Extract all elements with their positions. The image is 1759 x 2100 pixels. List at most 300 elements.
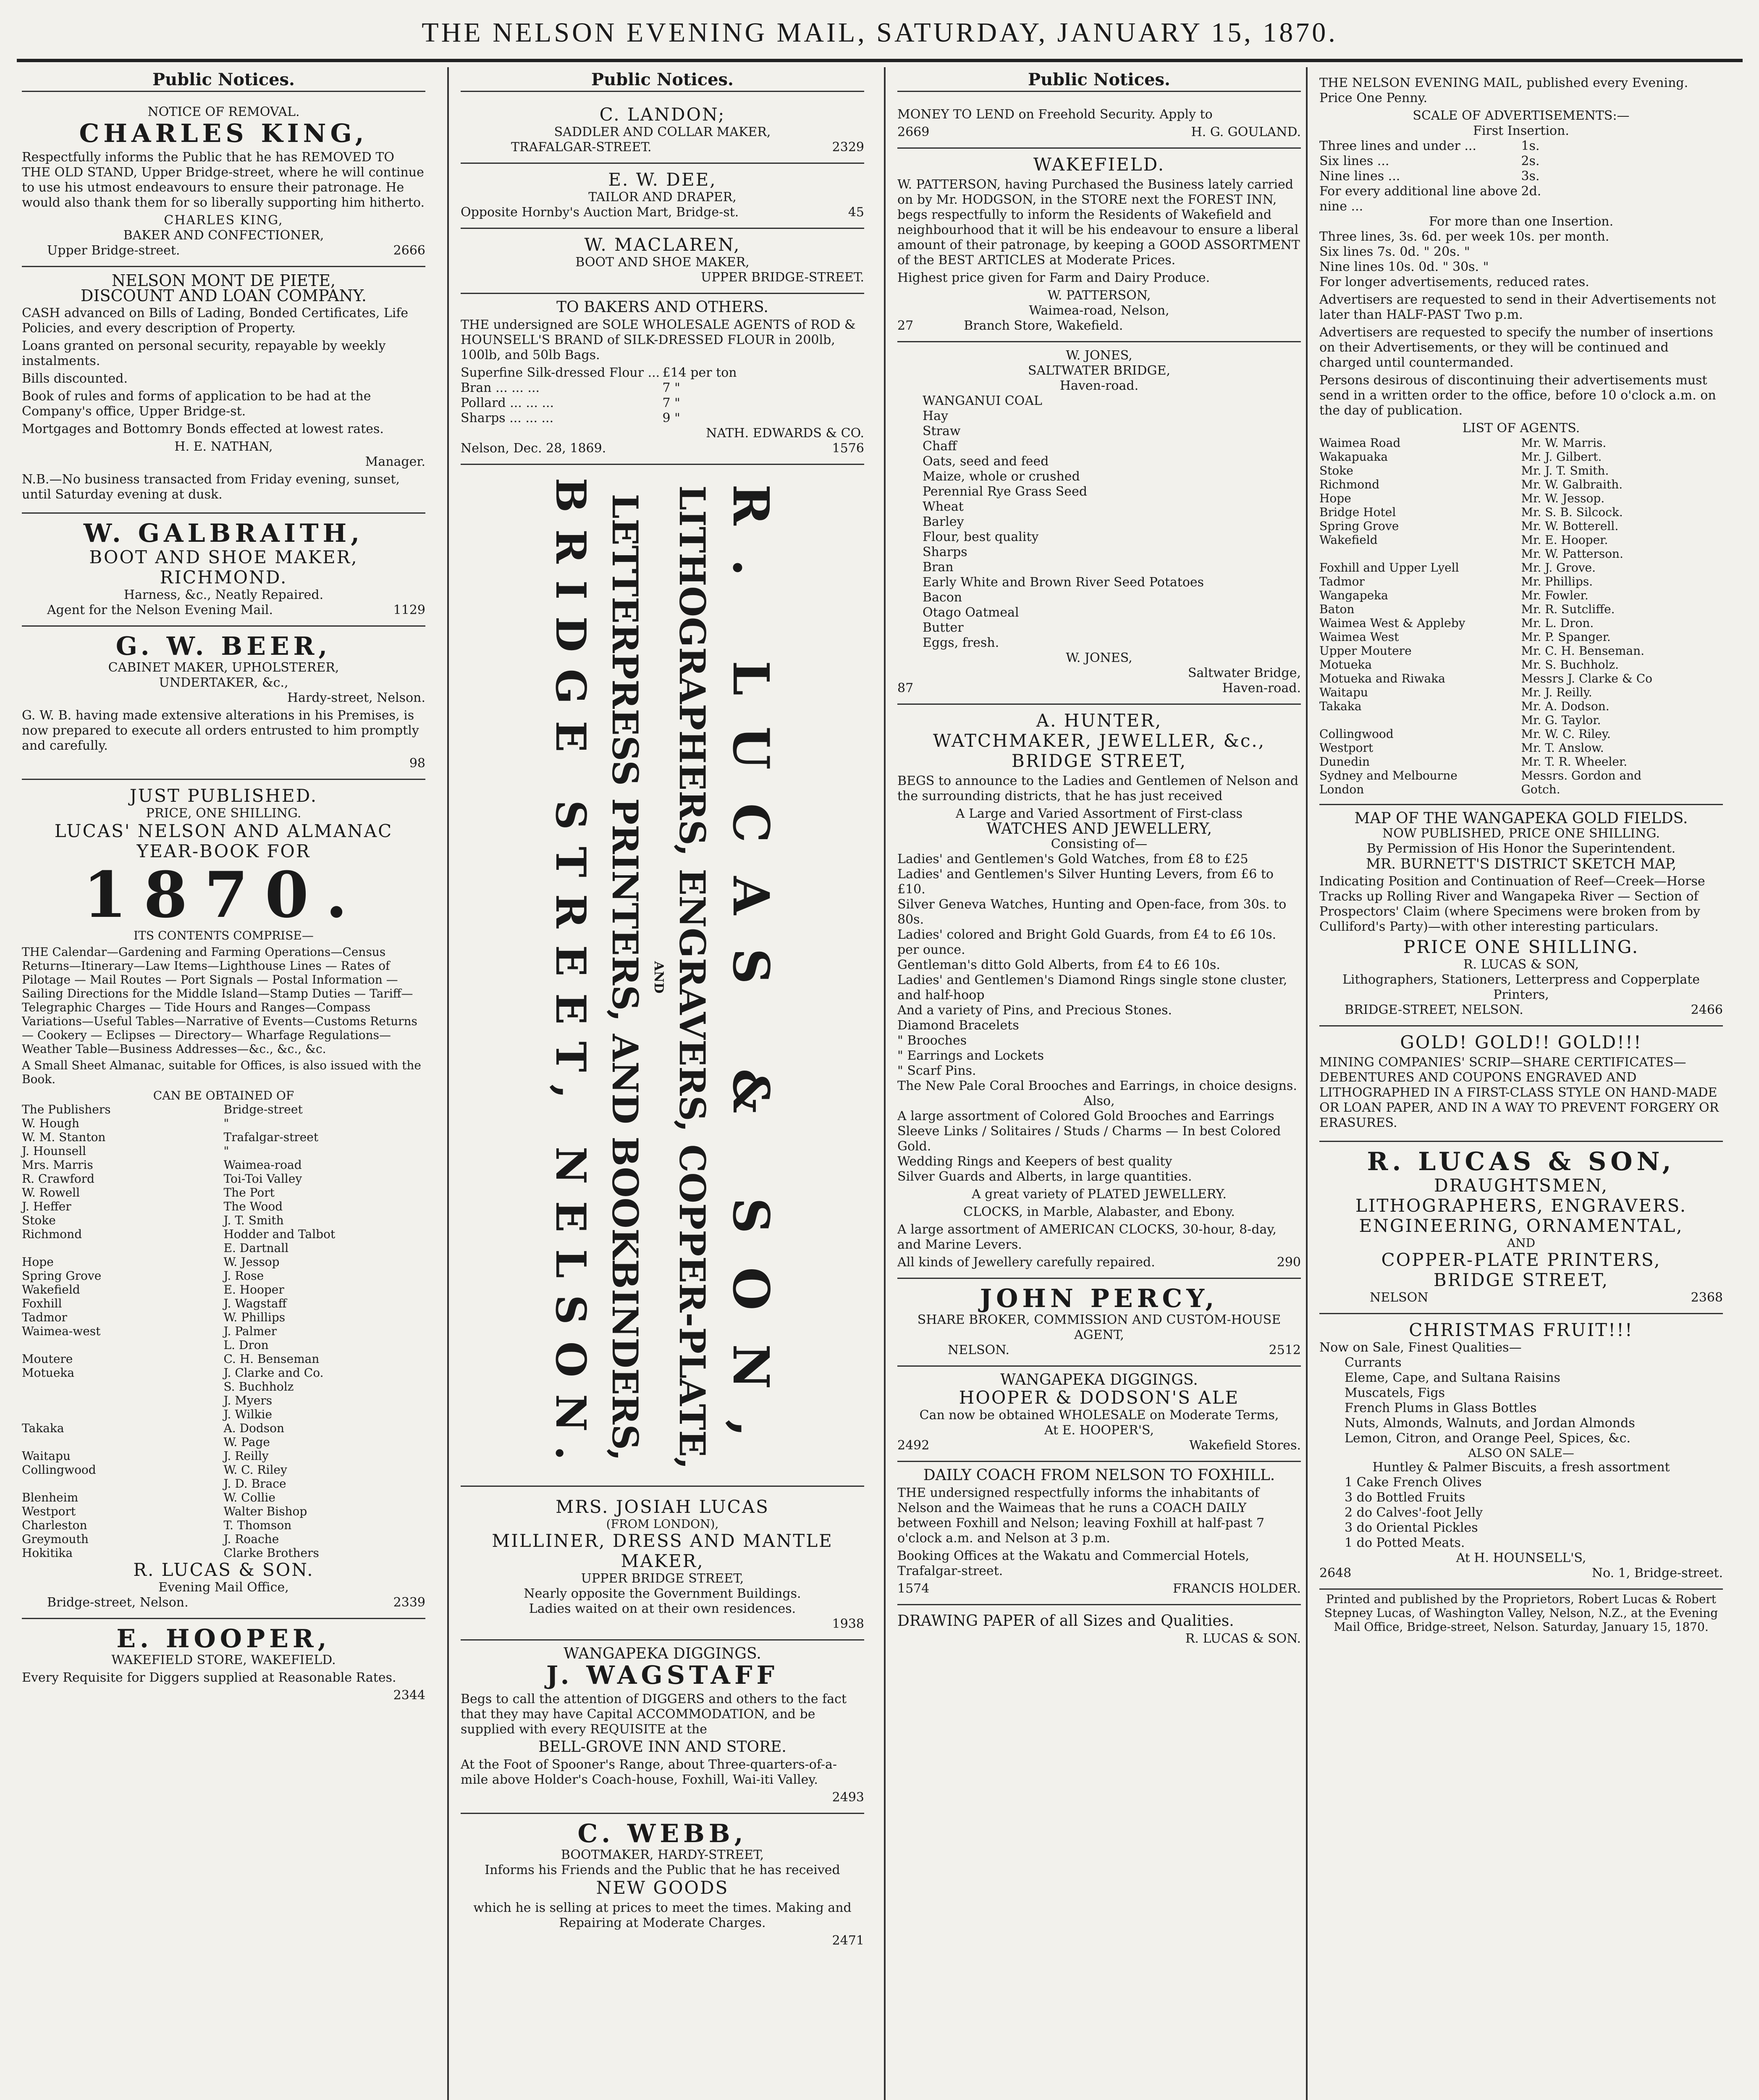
agent-row-cell: Hope <box>1319 491 1351 505</box>
ad-address: Bridge-street, Nelson. <box>47 1595 189 1610</box>
rate-row-cell: Six lines ... <box>1319 154 1389 168</box>
ad-address: NELSON. <box>948 1343 1010 1357</box>
ad-trade: CABINET MAKER, UPHOLSTERER, <box>108 660 339 675</box>
vertical-line: LITHOGRAPHERS, ENGRAVERS, COPPER-PLATE, <box>671 485 713 1470</box>
ad-address: NELSON <box>1370 1290 1429 1305</box>
mail-notice: Persons desirous of discontinuing their advertisements must send in a written order to the office, before 10 o'clock a.m. on the day of publication. <box>1319 373 1716 418</box>
almanac-agent-row-cell: Walter Bishop <box>223 1504 307 1518</box>
almanac-agent-row-cell: Spring Grove <box>22 1269 102 1283</box>
ad-gold <box>1319 1026 1723 1142</box>
ad-number: 1576 <box>832 441 864 456</box>
almanac-agent-list <box>22 1102 425 1560</box>
almanac-agent-row-cell: Wakefield <box>22 1283 80 1297</box>
almanac-agent-row <box>22 1283 425 1297</box>
agent-row-cell: Wakefield <box>1319 533 1378 547</box>
rates-list <box>1319 229 1723 275</box>
price-row-cell: Superfine Silk-dressed Flour ... <box>461 365 660 380</box>
goods-item: Barley <box>923 514 964 529</box>
almanac-agent-row-cell: T. Thomson <box>223 1518 292 1532</box>
ad-name: HOOPER & DODSON'S ALE <box>959 1387 1240 1408</box>
agent-row-cell: Mr. W. Galbraith. <box>1521 478 1623 491</box>
agent-row-cell: Mr. R. Sutcliffe. <box>1521 602 1615 616</box>
price-row <box>461 365 864 381</box>
almanac-agent-row <box>22 1269 425 1283</box>
agent-row-cell: Mr. T. Anslow. <box>1521 741 1604 755</box>
ad-line: A Large and Varied Assortment of First-class <box>955 806 1243 821</box>
agent-row-cell: Upper Moutere <box>1319 644 1412 658</box>
almanac-agent-row <box>22 1297 425 1310</box>
ad-maclaren <box>461 229 864 294</box>
agent-row-cell: Mr. W. Marris. <box>1521 436 1607 450</box>
ad-agent: Agent for the Nelson Evening Mail. <box>47 603 273 617</box>
goods-item: 2 do Calves'-foot Jelly <box>1345 1505 1483 1520</box>
ad-map <box>1319 805 1723 1026</box>
agent-row-cell: Mr. A. Dodson. <box>1521 699 1610 713</box>
jewellery-item: Diamond Bracelets <box>897 1018 1019 1033</box>
agent-row-cell: Mr. W. Patterson. <box>1521 547 1623 561</box>
almanac-agent-row <box>22 1227 425 1241</box>
almanac-agent-row-cell <box>22 1338 224 1352</box>
ad-signature: Saltwater Bridge, <box>1188 666 1301 680</box>
almanac-agent-row <box>22 1310 425 1324</box>
ad-signature: NATH. EDWARDS & CO. <box>706 426 864 441</box>
mail-title: THE NELSON EVENING MAIL, published every Evening. Price One Penny. <box>1319 76 1688 105</box>
column-4 <box>1310 67 1732 2100</box>
almanac-agent-row-cell: E. Hooper <box>223 1283 284 1297</box>
ad-line: Consisting of— <box>1051 837 1148 851</box>
ad-bakers <box>461 294 864 465</box>
ad-price: PRICE, ONE SHILLING. <box>146 806 301 821</box>
jewellery-item: The New Pale Coral Brooches and Earrings, in choice designs. <box>897 1079 1297 1093</box>
ad-name: E. HOOPER, <box>116 1624 331 1654</box>
ad-title: JUST PUBLISHED. <box>129 785 318 806</box>
almanac-agent-row-cell: Clarke Brothers <box>223 1546 319 1560</box>
ad-address: Waimea-road, Nelson, <box>1029 303 1169 318</box>
ad-number: 2368 <box>1691 1290 1723 1305</box>
ad-body: Mortgages and Bottomry Bonds effected at lowest rates. <box>22 422 384 436</box>
agent-row-cell: Stoke <box>1319 464 1353 478</box>
rate-row <box>1319 169 1723 184</box>
goods-item: Butter <box>923 620 964 635</box>
price-row-cell: 9 " <box>662 411 680 425</box>
agent-row <box>1319 699 1723 713</box>
almanac-agent-row-cell: Hodder and Talbot <box>223 1227 336 1241</box>
ad-title: DAILY COACH FROM NELSON TO FOXHILL. <box>923 1467 1275 1484</box>
price-row-cell: £14 per ton <box>662 365 737 380</box>
ad-head: WATCHES AND JEWELLERY, <box>986 820 1212 837</box>
goods-item: Oats, seed and feed <box>923 454 1049 469</box>
vertical-line: AND <box>651 961 666 994</box>
ad-line: Huntley & Palmer Biscuits, a fresh assortment <box>1372 1460 1670 1475</box>
almanac-agent-row-cell: Trafalgar-street <box>223 1130 319 1144</box>
agent-row-cell: Messrs. Gordon and <box>1521 769 1642 782</box>
almanac-agent-row-cell: Waimea-road <box>223 1158 302 1172</box>
ad-number: 45 <box>848 205 864 220</box>
almanac-agent-row-cell <box>22 1394 224 1407</box>
goods-item: Bacon <box>923 590 962 605</box>
ad-line: NOW PUBLISHED, PRICE ONE SHILLING. <box>1382 826 1660 841</box>
ad-address: No. 1, Bridge-street. <box>1591 1566 1723 1580</box>
agent-row <box>1319 505 1723 519</box>
rate-row: Three lines, 3s. 6d. per week 10s. per month. <box>1319 229 1610 244</box>
ad-signature: H. G. GOULAND. <box>1191 125 1301 139</box>
agent-row-cell: Waimea West & Appleby <box>1319 616 1465 630</box>
ad-mrs-lucas <box>461 1491 864 1641</box>
almanac-agent-row-cell: " <box>223 1144 229 1158</box>
ad-trade: BAKER AND CONFECTIONER, <box>123 228 324 243</box>
ad-body: G. W. B. having made extensive alterations in his Premises, is now prepared to execute all orders entrusted to him promptly and carefully. <box>22 708 419 753</box>
ad-head: MR. BURNETT'S DISTRICT SKETCH MAP, <box>1366 856 1677 872</box>
goods-item: Flour, best quality <box>923 530 1039 544</box>
agent-row-cell: Wangapeka <box>1319 588 1388 602</box>
almanac-agent-row-cell <box>22 1407 224 1421</box>
ad-line: Also, <box>1083 1094 1115 1108</box>
ad-mail-terms <box>1319 67 1723 805</box>
ad-lucas-son <box>1319 1142 1723 1314</box>
goods-item: Wheat <box>923 499 964 514</box>
agent-row <box>1319 436 1723 450</box>
goods-item: Straw <box>923 424 961 438</box>
ad-wakefield <box>897 149 1301 342</box>
goods-list <box>897 394 1301 651</box>
almanac-agent-row-cell: W. Collie <box>223 1491 275 1504</box>
goods-item: Hay <box>923 409 948 423</box>
rate-row-cell: Nine lines ... <box>1319 169 1400 184</box>
ad-body: Can now be obtained WHOLESALE on Moderate Terms, <box>919 1408 1279 1423</box>
imprint: Printed and published by the Proprietors, Robert Lucas & Robert Stepney Lucas, of Washington Valley, Nelson, N.Z., at the Evening Mail Office, Bridge-street, Nelson. Saturday, January 15, 1870. <box>1324 1592 1718 1634</box>
agent-row-cell: Mr. P. Spanger. <box>1521 630 1611 644</box>
agent-row <box>1319 658 1723 672</box>
ad-name: W. JONES, <box>1066 348 1132 363</box>
ad-title: CHRISTMAS FRUIT!!! <box>1409 1320 1633 1340</box>
almanac-agent-row-cell: S. Buchholz <box>223 1380 294 1394</box>
jewellery-item: Wedding Rings and Keepers of best quality <box>897 1154 1172 1169</box>
rate-row <box>1319 154 1723 169</box>
ad-line: Ladies waited on at their own residences. <box>529 1601 796 1616</box>
almanac-agent-row <box>22 1200 425 1213</box>
almanac-agent-row <box>22 1158 425 1172</box>
ad-landon <box>461 99 864 164</box>
almanac-agent-row-cell: W. Jessop <box>223 1255 280 1269</box>
ad-hunter <box>897 705 1301 1279</box>
column-divider <box>884 67 886 2100</box>
goods-item: 1 Cake French Olives <box>1345 1475 1482 1490</box>
rate-row: Nine lines 10s. 0d. " 30s. " <box>1319 260 1489 274</box>
agent-row <box>1319 782 1723 796</box>
goods-item: Chaff <box>923 439 957 454</box>
almanac-agent-row-cell: J. Myers <box>223 1394 273 1407</box>
ad-number: 98 <box>409 756 425 771</box>
agent-row <box>1319 533 1723 547</box>
almanac-agent-row <box>22 1255 425 1269</box>
agent-row-cell: Wakapuaka <box>1319 450 1388 464</box>
almanac-agent-row-cell: W. C. Riley <box>223 1463 287 1477</box>
section-heading: Public Notices. <box>461 72 864 92</box>
ad-title: TO BAKERS AND OTHERS. <box>556 299 768 316</box>
agent-row-cell: Foxhill and Upper Lyell <box>1319 561 1459 575</box>
ad-number: 2329 <box>832 140 864 155</box>
ad-title: GOLD! GOLD!! GOLD!!! <box>1400 1032 1642 1053</box>
ad-dee <box>461 164 864 229</box>
ad-line: By Permission of His Honor the Superintendent. <box>1366 841 1676 856</box>
ad-name: CHARLES KING, <box>79 119 368 148</box>
ad-body: which he is selling at prices to meet the times. Making and Repairing at Moderate Charges. <box>473 1900 852 1930</box>
jewellery-item: A large assortment of Colored Gold Brooches and Earrings <box>897 1109 1274 1124</box>
ad-name: R. LUCAS & SON, <box>1367 1147 1675 1176</box>
ad-name: C. LANDON; <box>599 104 726 125</box>
ad-title: WAKEFIELD. <box>1033 154 1165 175</box>
column-1 <box>13 67 435 2100</box>
goods-item: Maize, whole or crushed <box>923 469 1080 484</box>
ad-signature: R. LUCAS & SON. <box>133 1559 314 1580</box>
almanac-agent-row-cell: Blenheim <box>22 1491 79 1504</box>
ad-body: CASH advanced on Bills of Lading, Bonded Certificates, Life Policies, and every description of Property. <box>22 306 409 336</box>
agent-row-cell: Mr. E. Hooper. <box>1521 533 1608 547</box>
almanac-agent-row <box>22 1421 425 1435</box>
almanac-agent-row-cell: Mrs. Marris <box>22 1158 93 1172</box>
almanac-agent-row-cell: E. Dartnall <box>223 1241 289 1255</box>
ad-address: BRIDGE-STREET, NELSON. <box>1345 1003 1523 1017</box>
contents-body: THE Calendar—Gardening and Farming Operations—Census Returns—Itinerary—Law Items—Lighthouse Lines — Rates of Pilotage — Mail Routes — Port Signals — Postal Information — Sailing Directions for the Middle Island—Stamp Duties — Tariff—Telegraphic Charges — Tide Hours and Ranges—Compass Variations—Useful Tables—Narrative of Events—Customs Returns — Cookery — Eclipses — Directory— Wharfage Regulations—Weather Table—Business Addresses—&c., &c., &c. <box>22 945 417 1056</box>
almanac-agent-row <box>22 1172 425 1186</box>
rate-row <box>1319 184 1723 214</box>
jewellery-item: Ladies' and Gentlemen's Diamond Rings single stone cluster, and half-hoop <box>897 973 1287 1003</box>
agent-row-cell: Mr. J. T. Smith. <box>1521 464 1609 478</box>
ad-address: Upper Bridge-street. <box>47 243 180 258</box>
jewellery-item: Gentleman's ditto Gold Alberts, from £4 to £6 10s. <box>897 958 1220 972</box>
almanac-agent-row-cell: Richmond <box>22 1227 82 1241</box>
rate-row <box>1319 139 1723 154</box>
almanac-agent-row <box>22 1380 425 1394</box>
jewellery-list <box>897 1109 1301 1184</box>
ad-number: 2339 <box>393 1595 425 1610</box>
ad-mont-de-piete <box>22 267 425 514</box>
ad-body: Indicating Position and Continuation of Reef—Creek—Horse Tracks up Rolling River and Wangapeka River — Section of Prospectors' Claim (where Specimens were broken from by Culliford's Party)—with other interesting particulars. <box>1319 874 1705 934</box>
ad-line: A great variety of PLATED JEWELLERY. <box>972 1187 1227 1202</box>
ad-address: Haven-road. <box>1222 681 1301 696</box>
agent-row-cell: Mr. J. Grove. <box>1521 561 1596 575</box>
ad-line: DRAUGHTSMEN, <box>1434 1175 1609 1196</box>
almanac-agent-row-cell: Moutere <box>22 1352 73 1366</box>
ad-number: 2648 <box>1319 1566 1352 1580</box>
almanac-agent-row <box>22 1518 425 1532</box>
agent-row <box>1319 561 1723 575</box>
rate-row-cell: 2d. <box>1521 184 1541 199</box>
almanac-agent-row-cell: W. Page <box>223 1435 270 1449</box>
ad-number: 2471 <box>832 1933 864 1948</box>
agent-row-cell: Motueka and Riwaka <box>1319 672 1445 685</box>
longer-ads: For longer advertisements, reduced rates. <box>1319 275 1589 289</box>
almanac-agent-row <box>22 1504 425 1518</box>
ad-removal <box>22 99 425 267</box>
ad-place: SALTWATER BRIDGE, <box>1028 363 1171 378</box>
ad-body: MINING COMPANIES' SCRIP—SHARE CERTIFICATES—DEBENTURES AND COUPONS ENGRAVED AND LITHOGRAPHED IN A FIRST-CLASS STYLE ON HAND-MADE OR LOAN PAPER, AND IN A WAY TO PREVENT FORGERY OR ERASURES. <box>1319 1055 1719 1130</box>
almanac-agent-row-cell: W. Rowell <box>22 1186 80 1200</box>
almanac-agent-row-cell: W. Phillips <box>223 1310 286 1324</box>
ad-number: 290 <box>1277 1255 1301 1270</box>
ad-signature: H. E. NATHAN, <box>174 439 273 454</box>
almanac-agent-row <box>22 1241 425 1255</box>
first-insertion: First Insertion. <box>1473 123 1569 138</box>
almanac-agent-row-cell: The Wood <box>223 1200 283 1213</box>
ad-christmas <box>1319 1314 1723 1590</box>
ad-address: Nearly opposite the Government Buildings. <box>524 1586 801 1601</box>
almanac-agent-row <box>22 1352 425 1366</box>
agent-row-cell: Messrs J. Clarke & Co <box>1521 672 1652 685</box>
ad-body: Booking Offices at the Wakatu and Commercial Hotels, Trafalgar-street. <box>897 1549 1250 1578</box>
fruit-item: Muscatels, Figs <box>1345 1386 1445 1400</box>
jewellery-item: " Scarf Pins. <box>897 1063 976 1078</box>
goods-item: Bran <box>923 560 954 575</box>
column-3 <box>888 67 1310 2100</box>
almanac-agent-row-cell: L. Dron <box>223 1338 269 1352</box>
ad-at: At E. HOOPER'S, <box>1044 1423 1154 1438</box>
ad-signature: Evening Mail Office, <box>158 1580 289 1595</box>
almanac-sheet: A Small Sheet Almanac, suitable for Offices, is also issued with the Book. <box>22 1058 421 1086</box>
fruit-item: Eleme, Cape, and Sultana Raisins <box>1345 1370 1560 1385</box>
price-row <box>461 411 864 426</box>
ad-line: BRIDGE STREET, <box>1433 1270 1609 1290</box>
ad-body: THE undersigned are SOLE WHOLESALE AGENTS of ROD & HOUNSELL'S BRAND of SILK-DRESSED FLOUR in 200lb, 100lb, and 50lb Bags. <box>461 318 856 362</box>
price-row <box>461 396 864 411</box>
ad-date: Nelson, Dec. 28, 1869. <box>461 441 606 456</box>
jewellery-item: Silver Geneva Watches, Hunting and Open-face, from 30s. to 80s. <box>897 897 1287 927</box>
vertical-text-block <box>541 478 784 1477</box>
ad-webb <box>461 1814 864 1956</box>
price-list <box>461 365 864 426</box>
ad-address: Haven-road. <box>1059 378 1139 393</box>
almanac-agent-row-cell: J. Reilly <box>223 1449 269 1463</box>
ad-body: Every Requisite for Diggers supplied at Reasonable Rates. <box>22 1670 396 1685</box>
almanac-agent-row-cell: J. Hounsell <box>22 1144 87 1158</box>
almanac-agent-row-cell: Waitapu <box>22 1449 71 1463</box>
agent-row-cell: Mr. J. Reilly. <box>1521 685 1592 699</box>
agent-row-cell: Mr. J. Gilbert. <box>1521 450 1602 464</box>
almanac-agent-row <box>22 1338 425 1352</box>
almanac-agent-row-cell: R. Crawford <box>22 1172 94 1186</box>
price-row-cell: Bran ... ... ... <box>461 381 540 395</box>
almanac-agent-row-cell: J. Clarke and Co. <box>223 1366 324 1380</box>
almanac-agent-row-cell: J. Rose <box>223 1269 264 1283</box>
almanac-agent-row <box>22 1477 425 1491</box>
ad-title: MAP OF THE WANGAPEKA GOLD FIELDS. <box>1354 810 1688 827</box>
almanac-agent-row-cell: The Publishers <box>22 1102 111 1116</box>
ad-number: 1129 <box>393 603 425 617</box>
ad-body: Respectfully informs the Public that he has REMOVED TO THE OLD STAND, Upper Bridge-street, where he will continue to use his utmost endeavours to ensure their patronage. He would also thank them for so liberally supporting him hitherto. <box>22 150 425 210</box>
jewellery-item: Silver Guards and Alberts, in large quantities. <box>897 1169 1192 1184</box>
almanac-agent-row-cell: Charleston <box>22 1518 87 1532</box>
ad-line: Highest price given for Farm and Dairy Produce. <box>897 270 1210 285</box>
agent-row <box>1319 464 1723 478</box>
column-divider <box>447 67 449 2100</box>
jewellery-item: Sleeve Links / Solitaires / Studs / Charms — In best Colored Gold. <box>897 1124 1281 1154</box>
agent-row-cell: Mr. S. Buchholz. <box>1521 658 1619 672</box>
ad-hoopers-ale <box>897 1367 1301 1462</box>
almanac-agent-row <box>22 1394 425 1407</box>
agent-row-cell: Waitapu <box>1319 685 1368 699</box>
goods-item: WANGANUI COAL <box>923 394 1042 408</box>
vertical-line: R. LUCAS & SON, <box>721 484 780 1471</box>
ad-line: CLOCKS, in Marble, Alabaster, and Ebony. <box>963 1205 1235 1219</box>
ad-body: THE undersigned respectfully informs the inhabitants of Nelson and the Waimeas that he runs a COACH DAILY between Foxhill and Nelson; leaving Foxhill at half-past 7 o'clock a.m. and Nelson at 3 p.m. <box>897 1486 1265 1546</box>
ad-signature: R. LUCAS & SON. <box>1185 1631 1301 1646</box>
agent-row-cell: Bridge Hotel <box>1319 505 1396 519</box>
ad-address: Wakefield Stores. <box>1189 1438 1301 1453</box>
agent-row <box>1319 450 1723 464</box>
agent-row-cell: Waimea Road <box>1319 436 1401 450</box>
agent-row <box>1319 672 1723 685</box>
almanac-agent-row-cell: J. Wagstaff <box>223 1297 287 1310</box>
almanac-agent-row-cell <box>22 1477 224 1491</box>
agent-row-cell: Baton <box>1319 602 1355 616</box>
agents-heading: LIST OF AGENTS. <box>1462 421 1580 436</box>
almanac-agent-row-cell: Bridge-street <box>223 1102 303 1116</box>
fruit-item: French Plums in Glass Bottles <box>1345 1401 1537 1415</box>
ad-number: 27 <box>897 318 914 333</box>
agent-row-cell: Dunedin <box>1319 755 1370 769</box>
jewellery-item: And a variety of Pins, and Precious Stones. <box>897 1003 1172 1018</box>
price-row-cell: 7 " <box>662 381 680 395</box>
goods-item: Perennial Rye Grass Seed <box>923 484 1088 499</box>
ad-line: Now on Sale, Finest Qualities— <box>1319 1340 1522 1355</box>
price-row-cell: 7 " <box>662 396 680 410</box>
agent-row-cell: Westport <box>1319 741 1374 755</box>
agent-row-cell: Gotch. <box>1521 782 1560 796</box>
ad-body: MONEY TO LEND on Freehold Security. Apply to <box>897 107 1213 122</box>
rate-row-cell: 2s. <box>1521 154 1540 168</box>
almanac-agent-row-cell: Collingwood <box>22 1463 96 1477</box>
ad-address: BRIDGE STREET, <box>1011 751 1187 771</box>
agent-row-cell: Collingwood <box>1319 727 1394 741</box>
fruit-item: Currants <box>1345 1355 1402 1370</box>
goods-item: 1 do Potted Meats. <box>1345 1536 1465 1550</box>
almanac-agent-row-cell: J. Wilkie <box>223 1407 273 1421</box>
almanac-agent-row <box>22 1144 425 1158</box>
ad-title: WANGAPEKA DIGGINGS. <box>1000 1371 1198 1389</box>
agent-row <box>1319 478 1723 491</box>
agent-row-cell: Mr. W. Botterell. <box>1521 519 1619 533</box>
almanac-name: LUCAS' NELSON AND ALMANAC YEAR-BOOK FOR <box>54 821 393 861</box>
almanac-agent-row-cell: Motueka <box>22 1366 75 1380</box>
ad-line: All kinds of Jewellery carefully repaired. <box>897 1255 1155 1270</box>
goods-item: Otago Oatmeal <box>923 605 1019 620</box>
agent-row <box>1319 491 1723 505</box>
ad-name: JOHN PERCY, <box>980 1284 1219 1313</box>
section-heading: Public Notices. <box>22 72 425 92</box>
ad-address: UPPER BRIDGE-STREET. <box>701 270 864 285</box>
almanac-agent-row-cell: Takaka <box>22 1421 64 1435</box>
almanac-agent-row <box>22 1102 425 1116</box>
agent-row-cell: Mr. C. H. Benseman. <box>1521 644 1645 658</box>
ad-percy <box>897 1279 1301 1367</box>
rate-row-cell: 1s. <box>1521 139 1540 153</box>
ad-almanac <box>22 780 425 1619</box>
ad-trade: SADDLER AND COLLAR MAKER, <box>554 125 771 139</box>
ad-title: DISCOUNT AND LOAN COMPANY. <box>80 286 367 305</box>
ad-trade: Lithographers, Stationers, Letterpress and Copperplate Printers, <box>1342 972 1700 1002</box>
almanac-agent-row-cell: Greymouth <box>22 1532 89 1546</box>
ad-trade: BOOT AND SHOE MAKER, <box>89 547 358 567</box>
agent-row-cell: London <box>1319 782 1364 796</box>
agent-row <box>1319 588 1723 602</box>
ad-name: C. WEBB, <box>577 1819 747 1848</box>
rate-row-cell: Three lines and under ... <box>1319 139 1476 153</box>
ad-beer <box>22 627 425 780</box>
agent-list <box>1319 436 1723 796</box>
ad-signature: W. PATTERSON, <box>1047 288 1151 303</box>
almanac-agent-row <box>22 1546 425 1560</box>
rate-row-cell: For every additional line above nine ... <box>1319 184 1518 214</box>
